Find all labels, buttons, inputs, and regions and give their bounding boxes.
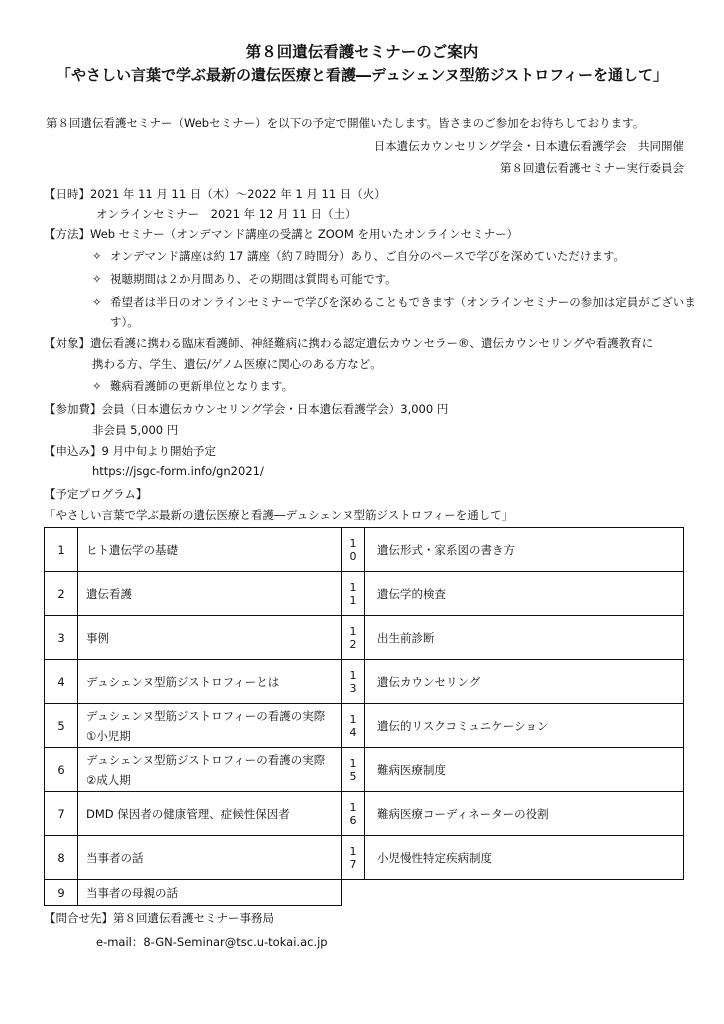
program-row	[45, 748, 684, 792]
program-number	[342, 616, 365, 660]
program-row	[45, 880, 684, 906]
program-topic-text: ヒト遺伝学の基礎	[86, 542, 178, 557]
program-row	[45, 792, 684, 836]
program-row	[45, 572, 684, 616]
program-number-digit: 5	[349, 769, 357, 783]
program-topic	[78, 748, 342, 792]
program-topic-text: デュシェンヌ型筋ジストロフィーとは	[86, 674, 280, 689]
page-subtitle: 「やさしい言葉で学ぶ最新の遺伝医療と看護―デュシェンヌ型筋ジストロフィーを通して」	[55, 66, 668, 84]
method-bullet-1: ✧ オンデマンド講座は約 17 講座（約７時間分）あり、ご自分のペースで学びを深めていただけます。	[92, 249, 625, 263]
program-topic: 遺伝カウンセリング	[365, 660, 684, 704]
program-topic-text: 事例	[86, 630, 109, 645]
program-number: 9	[45, 880, 78, 906]
program-number: 3	[45, 616, 78, 660]
program-topic-subtext: ②成人期	[86, 772, 131, 787]
page-title: 第８回遺伝看護セミナーのご案内	[245, 43, 479, 61]
program-number: 6	[45, 748, 78, 792]
program-topic	[78, 792, 342, 836]
program-number-digit: 0	[349, 549, 357, 563]
program-row	[45, 660, 684, 704]
program-topic: 難病医療コーディネーターの役割	[365, 792, 684, 836]
program-number	[342, 704, 365, 748]
program-number: 8	[45, 836, 78, 880]
program-number-digit: 1	[349, 536, 357, 550]
program-number-digit: 1	[349, 668, 357, 682]
program-row	[45, 528, 684, 572]
program-number-digit: 7	[349, 857, 357, 871]
program-topic: 出生前診断	[365, 616, 684, 660]
online-seminar-date: オンラインセミナー 2021 年 12 月 11 日（土）	[96, 207, 357, 221]
bullet-diamond-icon: ✧	[92, 249, 102, 263]
contact-label: 【問合せ先】	[44, 911, 113, 925]
program-topic: 遺伝学的検査	[365, 572, 684, 616]
apply-section	[44, 443, 216, 459]
program-number-digit: 6	[349, 813, 357, 827]
program-row	[45, 616, 684, 660]
program-topic	[78, 528, 342, 572]
program-table	[44, 527, 684, 906]
apply-label: 【申込み】	[44, 444, 102, 458]
apply-url-link[interactable]: https://jsgc-form.info/gn2021/	[92, 464, 264, 478]
program-topic-text: 遺伝看護	[86, 586, 132, 601]
program-label: 【予定プログラム】	[44, 487, 148, 501]
method-bullet-3-cont: す）。	[110, 315, 139, 329]
target-section	[44, 335, 653, 351]
program-number-digit: 1	[349, 712, 357, 726]
program-topic: 当事者の母親の話	[78, 880, 342, 906]
program-number-digit: 1	[349, 844, 357, 858]
bullet-diamond-icon: ✧	[92, 379, 102, 393]
intro-text: 第８回遺伝看護セミナー（Webセミナー）を以下の予定で開催いたします。皆さまのご参加をお待ちしております。	[46, 116, 645, 130]
program-topic: 遺伝形式・家系図の書き方	[365, 528, 684, 572]
program-number: 7	[45, 792, 78, 836]
empty-cell	[342, 880, 684, 906]
bullet-diamond-icon: ✧	[92, 295, 102, 309]
date-label: 【日時】	[44, 187, 90, 201]
date-value: 2021 年 11 月 11 日（木）～2022 年 1 月 11 日（火）	[90, 187, 386, 201]
program-topic: 遺伝的リスクコミュニケーション	[365, 704, 684, 748]
program-number	[342, 572, 365, 616]
method-bullet-3: ✧ 希望者は半日のオンラインセミナーで学びを深めることもできます（オンラインセミナーの参加は定員がございま	[92, 295, 696, 309]
organizer-line-2: 第８回遺伝看護セミナー実行委員会	[500, 161, 684, 175]
fee-section	[44, 401, 448, 417]
program-topic	[78, 836, 342, 880]
program-topic-text: デュシェンヌ型筋ジストロフィーの看護の実際	[86, 708, 326, 723]
method-bullet-2: ✧ 視聴期間は２か月間あり、その期間は質問も可能です。	[92, 272, 397, 286]
program-row	[45, 704, 684, 748]
bullet-diamond-icon: ✧	[92, 272, 102, 286]
program-number: 5	[45, 704, 78, 748]
program-number-digit: 1	[349, 580, 357, 594]
contact-office: 第８回遺伝看護セミナー事務局	[113, 911, 274, 925]
program-topic-text: DMD 保因者の健康管理、症候性保因者	[86, 806, 290, 821]
target-label: 【対象】	[44, 336, 90, 350]
program-topic: 小児慢性特定疾病制度	[365, 836, 684, 880]
target-line-2: 携わる方、学生、遺伝/ゲノム医療に関心のある方など。	[92, 357, 382, 371]
target-bullet: ✧ 難病看護師の更新単位となります。	[92, 379, 294, 393]
program-number	[342, 528, 365, 572]
method-value: Web セミナー（オンデマンド講座の受講と ZOOM を用いたオンラインセミナー）	[90, 227, 519, 241]
program-number	[342, 748, 365, 792]
program-topic	[78, 572, 342, 616]
program-topic	[78, 616, 342, 660]
program-topic	[78, 660, 342, 704]
fee-label: 【参加費】	[44, 402, 102, 416]
program-title: 「やさしい言葉で学ぶ最新の遺伝医療と看護―デュシェンヌ型筋ジストロフィーを通して」	[44, 508, 514, 522]
method-section	[44, 226, 518, 242]
program-number	[342, 836, 365, 880]
apply-value: 9 月中旬より開始予定	[101, 444, 216, 458]
program-number-digit: 2	[349, 637, 357, 651]
program-number-digit: 3	[349, 681, 357, 695]
program-number-digit: 1	[349, 624, 357, 638]
program-number: 2	[45, 572, 78, 616]
program-topic-subtext: ①小児期	[86, 728, 131, 743]
program-number-digit: 1	[349, 800, 357, 814]
program-number-digit: 1	[349, 593, 357, 607]
method-label: 【方法】	[44, 227, 90, 241]
fee-nonmember: 非会員 5,000 円	[92, 423, 179, 437]
program-row	[45, 836, 684, 880]
contact-email-link[interactable]: e-mail：8-GN-Seminar@tsc.u-tokai.ac.jp	[96, 935, 328, 949]
date-section	[44, 186, 386, 202]
program-number	[342, 660, 365, 704]
fee-member: 会員（日本遺伝カウンセリング学会・日本遺伝看護学会）3,000 円	[101, 402, 449, 416]
organizer-line-1: 日本遺伝カウンセリング学会・日本遺伝看護学会 共同開催	[373, 139, 684, 153]
program-topic	[78, 704, 342, 748]
program-topic-text: デュシェンヌ型筋ジストロフィーの看護の実際	[86, 752, 326, 767]
program-number	[342, 792, 365, 836]
program-number: 1	[45, 528, 78, 572]
program-number: 4	[45, 660, 78, 704]
program-number-digit: 1	[349, 756, 357, 770]
program-topic: 難病医療制度	[365, 748, 684, 792]
program-number-digit: 4	[349, 725, 357, 739]
program-topic-text: 当事者の話	[86, 850, 144, 865]
contact-section	[44, 910, 274, 926]
target-value: 遺伝看護に携わる臨床看護師、神経難病に携わる認定遺伝カウンセラー®、遺伝カウンセリングや看護教育に	[90, 336, 654, 350]
